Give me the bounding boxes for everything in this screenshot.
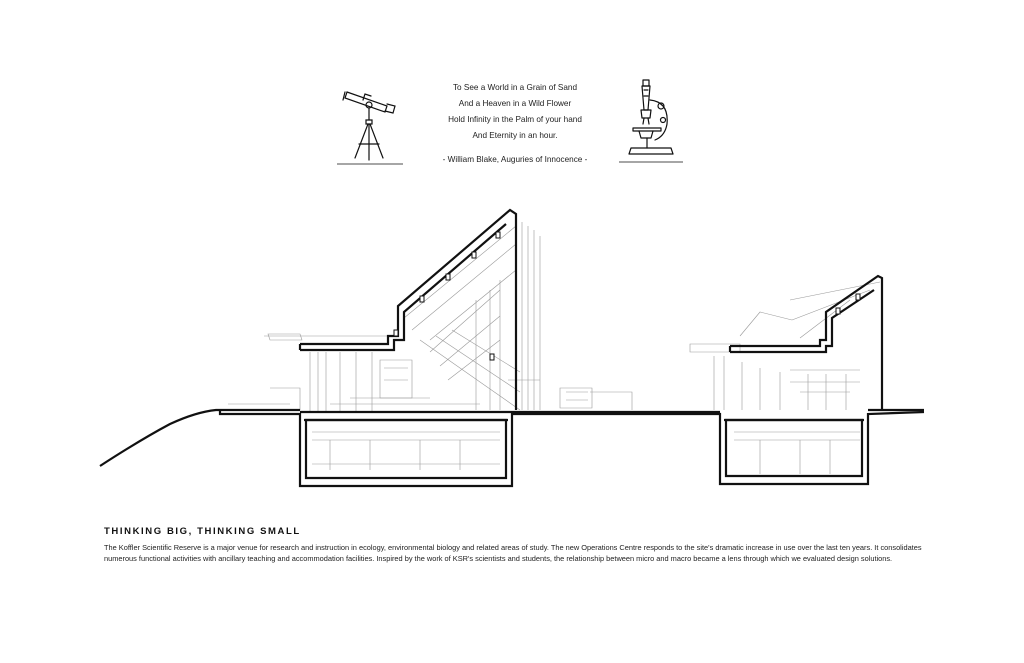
poem-line: To See a World in a Grain of Sand	[452, 83, 578, 92]
poem-line: Hold Infinity in the Palm of your hand	[448, 115, 582, 124]
poem-line: And a Heaven in a Wild Flower	[458, 99, 572, 108]
poem-block	[410, 80, 620, 168]
window-marks	[394, 232, 860, 360]
section-cut-lines	[100, 210, 924, 486]
microscope-icon	[617, 76, 685, 166]
caption-body: The Koffler Scientific Reserve is a major venue for research and instruction in ecology, environmental biology and related areas of study. The new Operations Centre responds to the site's dramatic increase in use over the last ten years. It consolidates numerous functional activities with ancillary teaching and accommodation facilities. Inspired by the work of KSR's scientists and students, the relationship between micro and macro became a lens through which we evaluated design solutions.	[104, 543, 922, 563]
telescope-icon	[335, 80, 405, 166]
poem-line: And Eternity in an hour.	[472, 131, 558, 140]
caption-block	[104, 526, 934, 564]
caption-title: THINKING BIG, THINKING SMALL	[104, 526, 301, 537]
poem-attribution: - William Blake, Auguries of Innocence -	[442, 155, 588, 164]
building-section-drawing	[0, 195, 1024, 495]
